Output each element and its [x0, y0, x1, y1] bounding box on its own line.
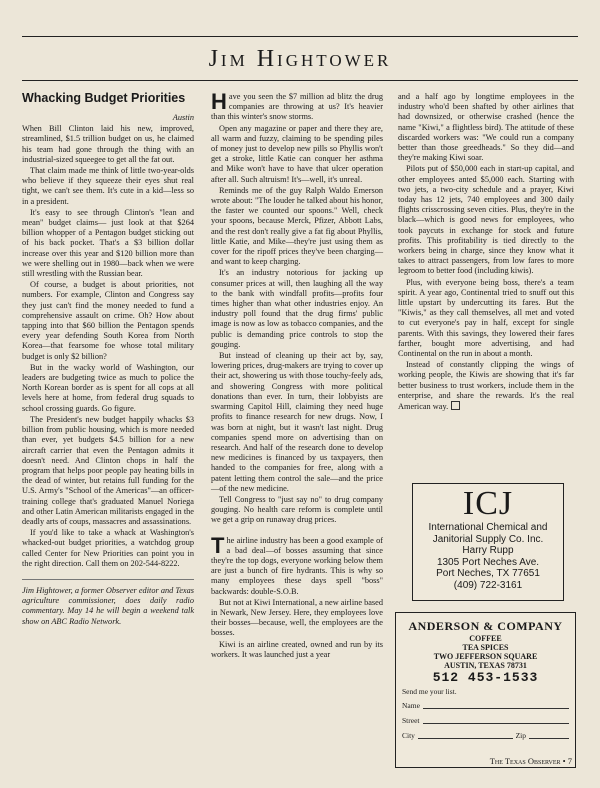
ad-company-name: ANDERSON & COMPANY	[408, 619, 563, 633]
ad-line: TWO JEFFERSON SQUARE	[433, 652, 538, 661]
icj-advertisement	[412, 483, 564, 601]
paragraph: But in the wacky world of Washington, our leaders are budgeting twice as much to police the North Korean border as is spent for all cops at all levels here at home, from federal drug squads to school crossing guards. Go figure.	[22, 362, 194, 413]
paragraph: Tell Congress to "just say no" to drug company gouging. No health care reform is complete until we get a grip on runaway drug prices.	[211, 494, 383, 525]
column-one	[22, 92, 194, 628]
paragraph	[398, 360, 574, 412]
zip-blank	[529, 728, 569, 739]
ad-phone: 512 453-1533	[432, 670, 539, 685]
column-masthead: Jim Hightower	[208, 46, 392, 72]
ad-line: TEA SPICES	[462, 643, 509, 652]
drop-cap: T	[211, 532, 225, 558]
paragraph: It's an industry notorious for jacking up consumer prices at will, then laughing all the way to the bank with windfall profits—profits four times higher than what other industries enjoy. An industry poll found that the drug firms' public image is now as low as tobacco companies, and the public is demanding price controls to stop the gouging.	[211, 268, 383, 349]
order-form	[396, 698, 575, 743]
paragraph	[211, 89, 383, 123]
paragraph: and a half ago by longtime employees in the industry who'd been shafted by other airlines that had downsized, or otherwise crashed (hence the name "Kiwi," a flightless bird). The attitude of these discarded workers was: "We could run a company better than those greedheads." So they did—and they're making Kiwi soar.	[398, 92, 574, 163]
drop-cap: H	[211, 89, 227, 114]
dateline: Austin	[172, 113, 194, 122]
ad-line: AUSTIN, TEXAS 78731	[444, 661, 527, 670]
paragraph: Open any magazine or paper and there they are, all warm and fuzzy, claiming to be spending piles of money just to develop new pills so Phyllis won't get a stroke, little Katie can conquer her asthma and Mike won't have to have that ulcer operation after all. Such altruism! It's—well, it's unreal.	[211, 123, 383, 184]
top-rule	[22, 36, 578, 37]
anderson-advertisement	[395, 612, 576, 768]
article-headline: Whacking Budget Priorities	[22, 91, 186, 105]
paragraph: That claim made me think of little two-year-olds who believe if they squeeze their eyes shut real tight, we can't see them. It's cute in a kid—less so in a president.	[22, 166, 194, 206]
paragraph: But not at Kiwi International, a new airline based in Newark, New Jersey. Here, they employees love their bosses—because, well, the employees are the bosses.	[211, 597, 383, 638]
ad-line: Janitorial Supply Co. Inc.	[432, 533, 544, 545]
paragraph: Reminds me of the guy Ralph Waldo Emerson wrote about: "The louder he talked about his honor, the faster we counted our spoons." Well, check your spoons, because Merck, Pfizer, Abbott Labs, and the rest don't really give a fat fig about Phyllis, little Katie, and Mike—they're just using them as cover for the ripoff prices they've been charging—and want to keep charging.	[211, 185, 383, 267]
paragraph	[211, 532, 383, 597]
paragraph: If you'd like to take a whack at Washington's whacked-out budget priorities, a watchdog group called Center for New Priorities can point you in the right direction. Call them on 202-544-8222.	[22, 528, 194, 568]
city-blank	[418, 728, 513, 739]
end-mark-icon	[451, 401, 460, 410]
city-label: City	[402, 731, 415, 740]
paragraph-text: ave you seen the $7 million ad blitz the drug companies are throwing at us? It's heavier than this winter's snow storms.	[211, 92, 383, 122]
ad-line: (409) 722-3161	[453, 579, 523, 591]
paragraph: But instead of cleaning up their act by, say, lowering prices, drug-makers are trying to cover up their act, showering us with those touchy-feely ads, and showering Congress with more political donations than ever. In turn, their lobbyists are swarming Capitol Hill, claiming they need huge profits to finance research for new drugs. Now, I was born at night, but it wasn't last night. Drug companies spend more on advertising than on research. And half of the research done to develop new medicines is financed by us taxpayers, then handed to the companies for free, along with a patent letting them control the sale—and the price—of the new medicine.	[211, 351, 383, 493]
paragraph: Plus, with everyone being boss, there's a team spirit. A year ago, Continental tried to snuff out this little upstart by undercutting its fares. But the "Kiwis," as they call themselves, all met and voted to cut everyone's pay in half, except for single parents. With this savings, they lowered their fares farther, bought more advertising, and had Continental on the run in about a month.	[398, 277, 574, 359]
ad-line: Port Neches, TX 77651	[436, 568, 540, 579]
street-label: Street	[402, 716, 420, 725]
column-three	[398, 92, 574, 413]
ad-line: Harry Rupp	[462, 545, 514, 556]
ad-line: 1305 Port Neches Ave.	[436, 556, 540, 568]
name-blank	[423, 698, 569, 709]
street-blank	[423, 713, 570, 724]
ad-line: COFFEE	[469, 634, 502, 643]
icj-logo: ICJ	[462, 485, 514, 522]
paragraph: Pilots put of $50,000 each in start-up capital, and other employees anted $5,000 each. Starting with two jets, a two-city schedule and a prayer, Kiwi today has 12 jets, 740 employees and 300 daily flights crisscrossing seven cities. Plus, they're in the black—which is good news for employees, who took paycuts in exchange for stock and future profits. This profitability is tied directly to the workers being in charge, since they know what it takes to attract passengers, from low fares to more legroom to better food (including kiwis).	[398, 164, 574, 276]
paragraph: The President's new budget happily whacks $3 billion from public housing, which is more needed than ever, yet budgets $4.5 billion for a new aircraft carrier that even the Pentagon admits it doesn't need. And Clinton chops in half the program that helps poor people pay heating bills in the dead of winter, but retains full funding for the U.S. Army's "School of the Americas"—an officer-training college that's graduated Manuel Noriega and other Latin American militarists engaged in the deadly arts of coups, massacres and assassinations.	[22, 414, 194, 526]
zip-label: Zip	[515, 731, 526, 740]
paragraph-text: Instead of constantly clipping the wings of working people, the Kiwis are showing that it's far better business to trust workers, include them in the enterprise, and share the rewards. It's the real American way.	[398, 360, 574, 412]
paragraph: When Bill Clinton laid his new, improved, streamlined, $1.5 trillion budget on us, he claimed his team had gone through the thing with an industrial-sized squeegee to get all the fat out.	[22, 124, 194, 164]
city-zip-field	[402, 728, 569, 743]
paragraph: Kiwi is an airline created, owned and run by its workers. It was launched just a year	[211, 639, 383, 659]
street-field	[402, 713, 569, 728]
name-field	[402, 698, 569, 713]
page-footer: The Texas Observer • 7	[489, 756, 572, 766]
column-two	[211, 89, 383, 661]
send-list-label: Send me your list.	[402, 687, 457, 696]
paragraph: Of course, a budget is about priorities, not numbers. For example, Clinton and Congress say they just can't find the money needed to fund a comprehensive assault on crime. Oh? How about tapping into that $60 billion the Pentagon spends every year defending South Korea from North Korea—that fearsome foe whose total military budget is only $2 billion?	[22, 280, 194, 361]
author-bio: Jim Hightower, a former Observer editor and Texas agriculture commissioner, does daily radio commentary. May 14 he will begin a weekend talk show on ABC Radio Network.	[22, 579, 194, 627]
ad-line: International Chemical and	[428, 522, 548, 533]
name-label: Name	[402, 701, 420, 710]
paragraph: It's easy to see through Clinton's "lean and mean" budget claims— just look at that $264 billion whopper of a Pentagon budget sticking out of his back pocket. That's a $3 billion dollar increase over this year and $120 billion more than we were shelling out in 1980—back when we were still wrestling with the Russian bear.	[22, 207, 194, 279]
masthead-rule	[22, 80, 578, 81]
paragraph-text: he airline industry has been a good example of a bad deal—of bosses assuming that since they're the top dogs, everyone working below them are just a bunch of fire hydrants. This is why so many employees these days spell "boss" backwards: double-S.O.B.	[211, 535, 383, 596]
